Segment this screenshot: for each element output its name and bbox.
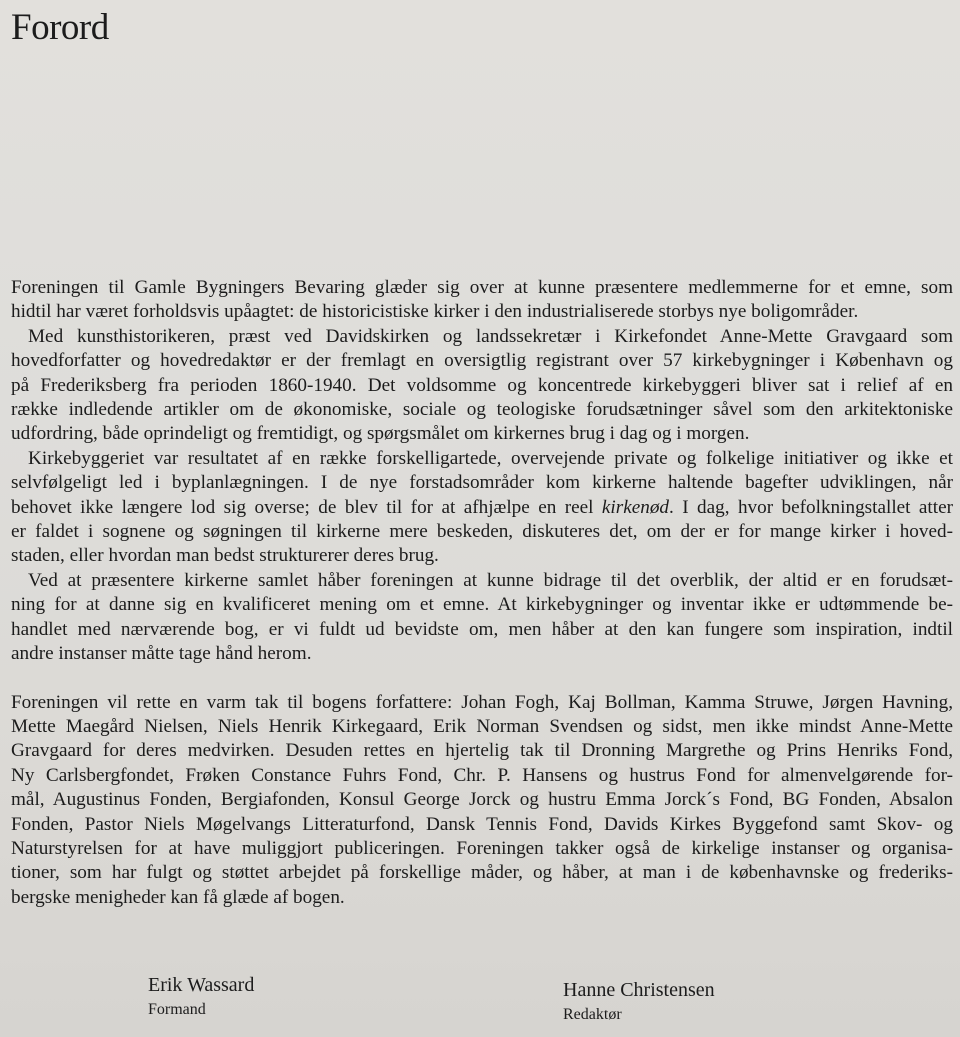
text-line: mål, Augustinus Fonden, Bergiafonden, Konsul George Jorck og hustru Emma Jorck´s Fond, BG Fonden, Absalon — [11, 789, 953, 811]
signature-name: Erik Wassard — [148, 974, 255, 996]
text-line: Mette Maegård Nielsen, Niels Henrik Kirkegaard, Erik Norman Svendsen og sidst, men ikke mindst Anne-Mette — [11, 715, 953, 737]
text-line: bergske menigheder kan få glæde af bogen. — [11, 886, 345, 908]
text-line: ning for at danne sig en kvalificeret mening om et emne. At kirkebygninger og inventar ikke er udtømmende be- — [11, 594, 953, 616]
paragraph-2 — [11, 325, 953, 447]
text-line: Foreningen vil rette en varm tak til bogens forfattere: Johan Fogh, Kaj Bollman, Kamma Struwe, Jørgen Havning, — [11, 691, 953, 713]
text-line: Kirkebyggeriet var resultatet af en række forskelligartede, overvejende private og folkelige initiativer og ikke et — [28, 447, 953, 469]
text-line: Fonden, Pastor Niels Møgelvangs Litteraturfond, Dansk Tennis Fond, Davids Kirkes Byggefond samt Skov- og — [11, 813, 953, 835]
text-line: række indledende artikler om de økonomiske, sociale og teologiske forudsætninger såvel som den arkitektoniske — [11, 399, 953, 421]
text-line: hidtil har været forholdsvis upåagtet: de historicistiske kirker i den industrialiserede storbys nye boligområder. — [11, 301, 859, 323]
text-line: hovedforfatter og hovedredaktør er der fremlagt en oversigtlig registrant over 57 kirkebygninger i København og — [11, 350, 953, 372]
paragraph-1 — [11, 276, 953, 325]
page-title: Forord — [11, 7, 109, 48]
signature-editor — [563, 979, 715, 1024]
text-line — [11, 496, 953, 520]
text-line: udfordring, både oprindeligt og fremtidigt, og spørgsmålet om kirkernes brug i dag og i morgen. — [11, 423, 750, 445]
signature-name: Hanne Christensen — [563, 979, 715, 1001]
text-line: Foreningen til Gamle Bygningers Bevaring glæder sig over at kunne præsentere medlemmerne for et emne, som — [11, 277, 953, 298]
text-line: Gravgaard for deres medvirken. Desuden rettes en hjertelig tak til Dronning Margrethe og Prins Henriks Fond, — [11, 740, 953, 762]
paragraph-4 — [11, 569, 953, 667]
paragraph-5 — [11, 691, 953, 911]
text-segment: . I dag, hvor befolkningstallet atter — [669, 496, 953, 518]
text-line: Ny Carlsbergfondet, Frøken Constance Fuhrs Fond, Chr. P. Hansens og hustrus Fond for almenvelgørende for- — [11, 764, 953, 786]
signature-role: Formand — [148, 1001, 206, 1018]
text-line: er faldet i sognene og søgningen til kirkerne mere beskeden, diskuteres det, om der er for mange kirker i hoved- — [11, 521, 953, 543]
paragraph-3 — [11, 447, 953, 569]
text-line: Naturstyrelsen for at have muliggjort publiceringen. Foreningen takker også de kirkelige instanser og organisa- — [11, 837, 953, 859]
signature-role: Redaktør — [563, 1006, 622, 1023]
text-line: staden, eller hvordan man bedst strukturerer deres brug. — [11, 545, 439, 567]
text-line: handlet med nærværende bog, er vi fuldt ud bevidste om, men håber at den kan fungere som inspiration, indtil — [11, 618, 953, 640]
emphasis-term: kirkenød — [601, 496, 670, 518]
text-line: på Frederiksberg fra perioden 1860-1940. Det voldsomme og koncentrede kirkebyggeri bliver sat i relief af en — [11, 374, 953, 396]
text-line: tioner, som har fulgt og støttet arbejdet på forskellige måder, og håber, at man i de københavnske og frederiks- — [11, 862, 953, 884]
text-segment: behovet ikke længere lod sig overse; de blev til for at afhjælpe en reel — [11, 496, 602, 518]
text-line: Med kunsthistorikeren, præst ved Davidskirken og landssekretær i Kirkefondet Anne-Mette Gravgaard som — [28, 325, 953, 347]
paragraph-gap — [11, 667, 953, 691]
text-line: Ved at præsentere kirkerne samlet håber foreningen at kunne bidrage til det overblik, der altid er en forudsæt- — [28, 569, 953, 591]
foreword-body — [11, 276, 953, 910]
text-line: selvfølgeligt led i byplanlægningen. I de nye forstadsområder kom kirkerne haltende bagefter udviklingen, når — [11, 472, 953, 494]
text-line: andre instanser måtte tage hånd herom. — [11, 643, 312, 665]
signature-chairman — [148, 974, 254, 1019]
